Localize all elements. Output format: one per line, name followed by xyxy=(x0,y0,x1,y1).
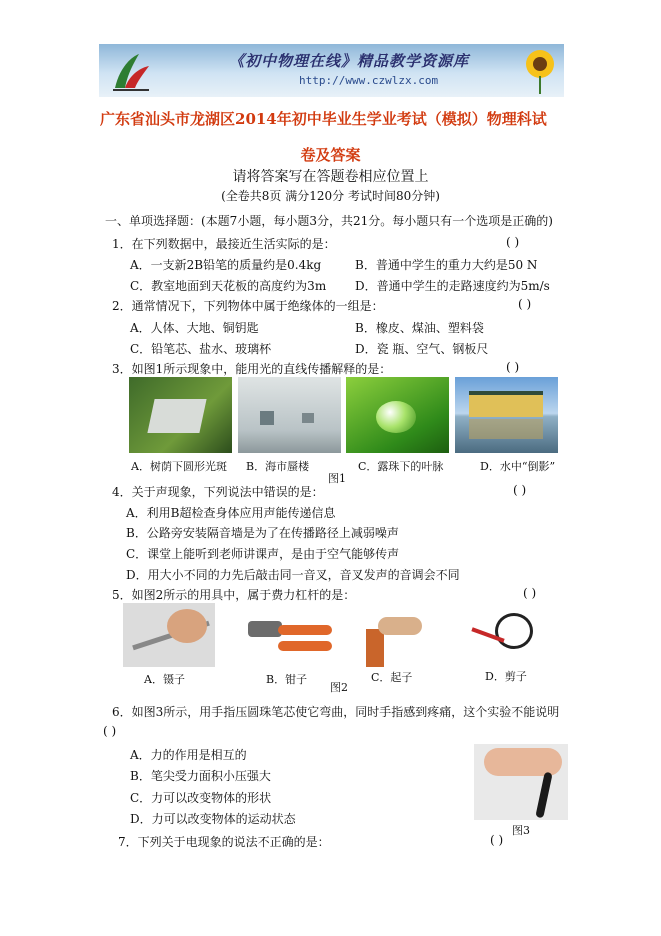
q3-option-c: C．露珠下的叶脉 xyxy=(358,460,444,473)
q6-option-c: C．力可以改变物体的形状 xyxy=(130,791,272,805)
q4-answer-paren: ( ) xyxy=(513,483,527,497)
q6-option-b: B．笔尖受力面积小压强大 xyxy=(130,769,271,783)
q5-option-d: D．剪子 xyxy=(485,670,527,683)
q4-option-d: D．用大小不同的力先后敲击同一音叉，音叉发声的音调会不同 xyxy=(126,568,460,582)
tweezers-photo xyxy=(123,603,215,667)
mirage-photo xyxy=(238,377,341,453)
q2-stem: 2．通常情况下，下列物体中属于绝缘体的一组是： xyxy=(112,299,384,313)
q3-option-d: D．水中“倒影” xyxy=(480,460,556,473)
q2-option-c: C．铅笔芯、盐水、玻璃杯 xyxy=(130,342,272,356)
bottle-opener-photo xyxy=(354,603,428,667)
section-heading: 一、单项选择题：(本题7小题，每小题3分，共21分。每小题只有一个选项是正确的) xyxy=(105,214,553,228)
tree-shade-photo xyxy=(129,377,232,453)
q4-option-b: B．公路旁安装隔音墙是为了在传播路径上减弱噪声 xyxy=(126,526,399,540)
dewdrop-leaf-photo xyxy=(346,377,449,453)
bent-pen-refill-photo xyxy=(474,744,568,820)
figure-1-label: 图1 xyxy=(328,472,346,485)
q5-option-c: C．起子 xyxy=(371,671,413,684)
figure-2-label: 图2 xyxy=(330,681,348,694)
q3-answer-paren: ( ) xyxy=(506,360,520,374)
q4-option-c: C．课堂上能听到老师讲课声，是由于空气能够传声 xyxy=(126,547,400,561)
instruction: 请将答案写在答题卷相应位置上 xyxy=(232,169,429,185)
q6-answer-paren: ( ) xyxy=(103,724,117,738)
banner-url: http://www.czwlzx.com xyxy=(299,74,439,87)
q1-answer-paren: ( ) xyxy=(506,235,520,249)
q4-option-a: A．利用B超检查身体应用声能传递信息 xyxy=(126,506,336,520)
q4-stem: 4．关于声现象，下列说法中错误的是： xyxy=(112,485,324,499)
q5-answer-paren: ( ) xyxy=(523,586,537,600)
document-title-line1: 广东省汕头市龙湖区2014年初中毕业生学业考试（模拟）物理科试 xyxy=(100,110,547,128)
q2-option-d: D．瓷 瓶、空气、钢板尺 xyxy=(355,342,489,356)
site-logo-icon xyxy=(109,50,153,92)
pliers-photo xyxy=(238,603,338,667)
q2-option-a: A．人体、大地、铜钥匙 xyxy=(130,321,259,335)
q2-option-b: B．橡皮、煤油、塑料袋 xyxy=(355,321,484,335)
q1-option-d: D．普通中学生的走路速度约为5m/s xyxy=(355,279,550,293)
figure-3-label: 图3 xyxy=(512,824,530,837)
q5-option-a: A．镊子 xyxy=(144,673,185,686)
header-banner xyxy=(99,44,564,97)
q3-option-b: B．海市蜃楼 xyxy=(246,460,310,473)
q1-option-c: C．教室地面到天花板的高度约为3m xyxy=(130,279,327,293)
banner-title: 《初中物理在线》精品教学资源库 xyxy=(229,52,470,70)
q7-stem: 7．下列关于电现象的说法不正确的是： xyxy=(118,835,330,849)
q7-answer-paren: ( ) xyxy=(490,833,504,847)
q2-answer-paren: ( ) xyxy=(518,297,532,311)
q6-stem: 6．如图3所示，用手指压圆珠笔芯使它弯曲，同时手指感到疼痛，这个实验不能说明 xyxy=(112,705,560,719)
reflection-photo xyxy=(455,377,558,453)
exam-info: (全卷共8页 满分120分 考试时间80分钟) xyxy=(221,189,440,203)
q1-option-a: A．一支新2B铅笔的质量约是0.4kg xyxy=(130,258,322,272)
q3-option-a: A．树荫下圆形光斑 xyxy=(131,460,227,473)
q5-stem: 5．如图2所示的用具中，属于费力杠杆的是： xyxy=(112,588,356,602)
q5-option-b: B．钳子 xyxy=(266,673,308,686)
q1-stem: 1．在下列数据中，最接近生活实际的是： xyxy=(112,237,336,251)
q3-stem: 3．如图1所示现象中，能用光的直线传播解释的是： xyxy=(112,362,392,376)
sunflower-icon xyxy=(519,46,561,94)
q6-option-d: D．力可以改变物体的运动状态 xyxy=(130,812,296,826)
q6-option-a: A．力的作用是相互的 xyxy=(130,748,247,762)
scissors-photo xyxy=(465,603,549,667)
document-title-line2: 卷及答案 xyxy=(300,146,361,164)
q1-option-b: B．普通中学生的重力大约是50 N xyxy=(355,258,538,272)
